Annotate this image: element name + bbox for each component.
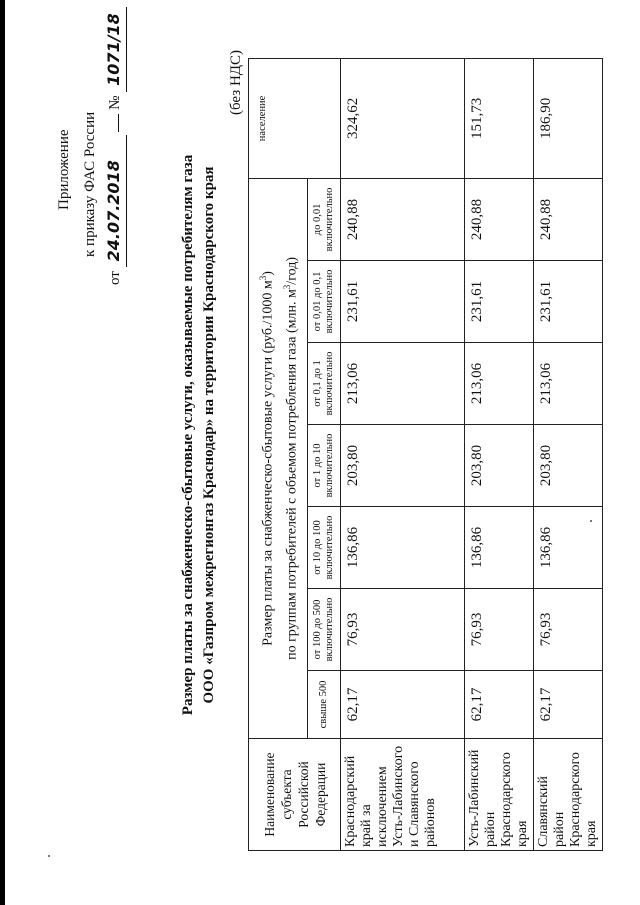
document-heading	[178, 105, 220, 765]
group-header: от 0,01 до 0,1 включительно	[308, 261, 341, 343]
heading-line-2: ООО «Газпром межрегионгаз Краснодар» на территории Краснодарского края	[201, 166, 217, 704]
fee-value: 240,88	[465, 178, 534, 260]
appendix-title: Приложение	[56, 129, 72, 210]
fee-value: 231,61	[341, 261, 465, 343]
fee-value: 240,88	[341, 178, 465, 260]
from-label: от	[107, 271, 123, 285]
heading-line-1: Размер платы за снабженческо-сбытовые услуги, оказываемые потребителям газа	[180, 154, 196, 716]
table-row	[465, 58, 534, 850]
region-name: Славянский район Краснодарского края	[534, 739, 603, 851]
column-header-population: население	[249, 58, 341, 178]
fee-value: 62,17	[534, 671, 603, 739]
fee-value: 231,61	[465, 261, 534, 343]
group-header: свыше 500	[308, 671, 341, 739]
handwritten-number: 1071/18	[102, 7, 127, 92]
table-row	[341, 58, 465, 850]
fee-value: 213,06	[465, 343, 534, 425]
group-header: до 0,01 включительно	[308, 178, 341, 260]
fee-value: 213,06	[341, 343, 465, 425]
population-value: 151,73	[465, 58, 534, 178]
vat-note: (без НДС)	[228, 49, 244, 115]
fee-value: 240,88	[534, 178, 603, 260]
fee-value: 62,17	[341, 671, 465, 739]
fee-value: 136,86	[534, 507, 603, 589]
fee-value: 76,93	[465, 589, 534, 671]
fee-value: 203,80	[341, 425, 465, 507]
fee-value: 203,80	[465, 425, 534, 507]
fee-value: 76,93	[341, 589, 465, 671]
fee-value: 203,80	[534, 425, 603, 507]
fee-value: 213,06	[534, 343, 603, 425]
group-header: от 0,1 до 1 включительно	[308, 343, 341, 425]
handwritten-date: 24.07.2018	[102, 135, 127, 267]
column-header-fee	[249, 178, 308, 738]
fee-header-line-1: Размер платы за снабженческо-сбытовые услуги (руб./1000 м	[261, 280, 276, 646]
fee-value: 62,17	[465, 671, 534, 739]
group-header: от 1 до 10 включительно	[308, 425, 341, 507]
appendix-date-number	[102, 15, 127, 285]
fee-value: 136,86	[465, 507, 534, 589]
underline-gap	[118, 114, 119, 132]
number-label: №	[107, 95, 123, 110]
column-header-region: Наименование субъекта Российской Федерации	[249, 739, 341, 851]
region-name: Усть-Лабинский район Краснодарского края	[465, 739, 534, 851]
population-value: 186,90	[534, 58, 603, 178]
tariff-table	[248, 58, 603, 851]
fee-header-sup-2: 3	[282, 284, 292, 290]
group-header: от 100 до 500 включительно	[308, 589, 341, 671]
fee-header-line-2-end: /год)	[284, 257, 300, 285]
table-row	[534, 58, 603, 850]
fee-value: 76,93	[534, 589, 603, 671]
fee-value: 231,61	[534, 261, 603, 343]
group-header: от 10 до 100 включительно	[308, 507, 341, 589]
appendix-order-ref: к приказу ФАС России	[82, 111, 98, 257]
region-name: Краснодарский край за исключением Усть-Лабинского и Славянского районов	[341, 739, 465, 851]
fee-header-line-2: по группам потребителей с объемом потребления газа (млн. м	[284, 289, 300, 660]
population-value: 324,62	[341, 58, 465, 178]
fee-header-sup-1: 3	[258, 275, 269, 281]
fee-value: 136,86	[341, 507, 465, 589]
fee-header-line-1-end: )	[261, 271, 276, 276]
